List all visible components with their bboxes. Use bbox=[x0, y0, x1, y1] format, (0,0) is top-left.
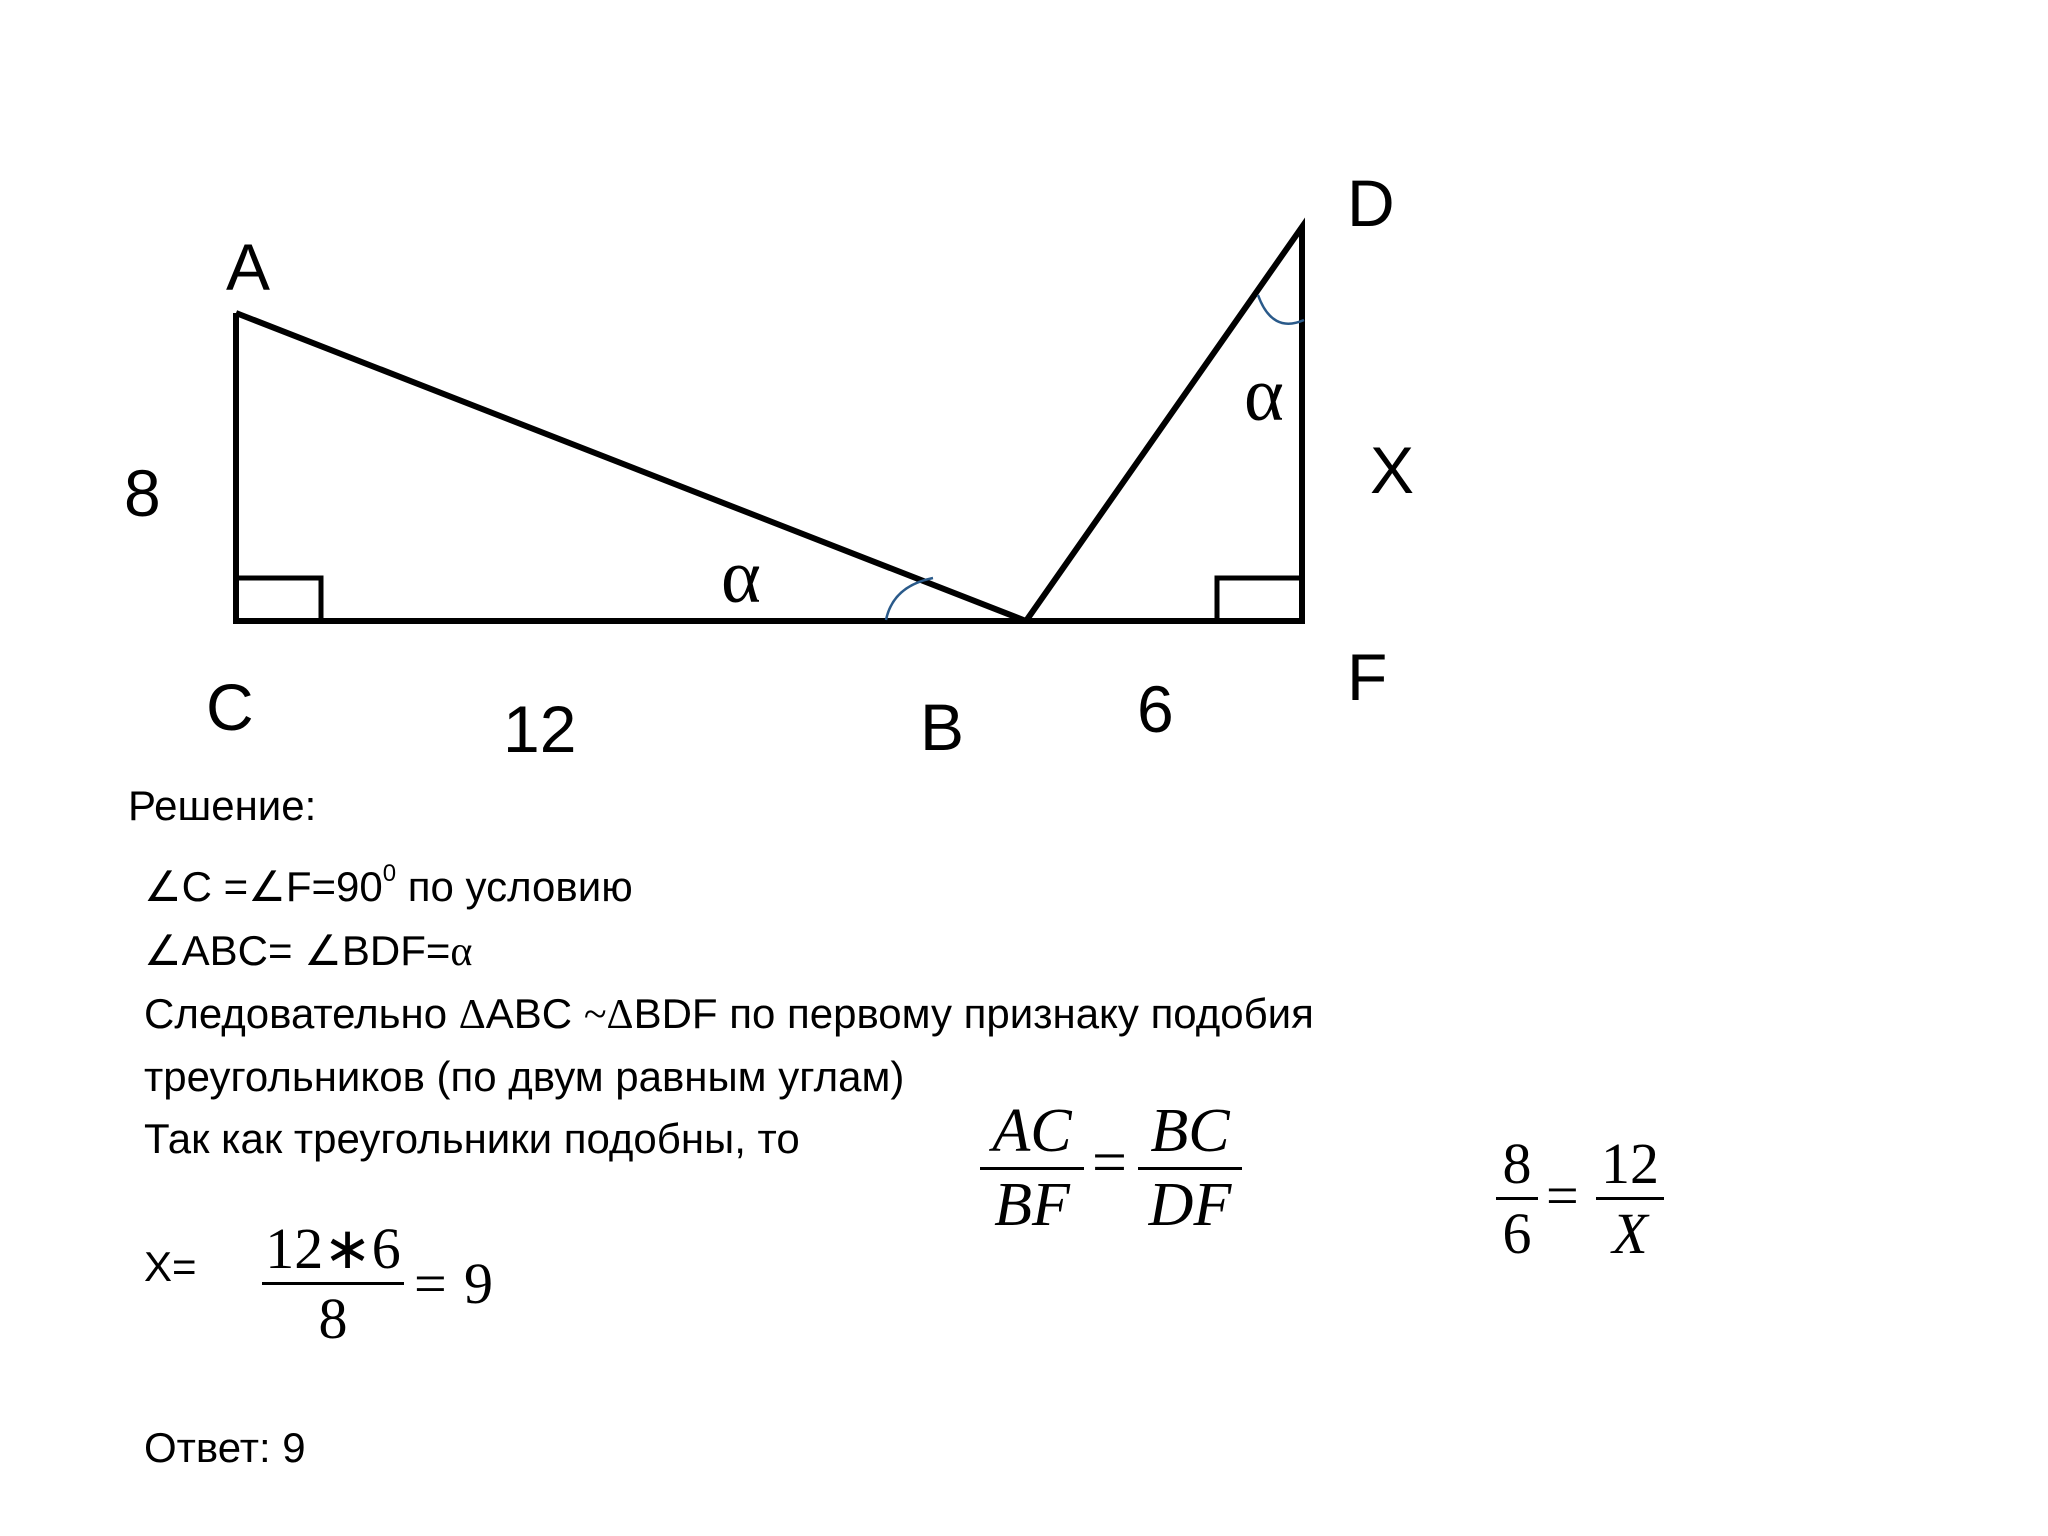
equals-sign: = bbox=[414, 1251, 447, 1316]
angle-d-alpha-label: α bbox=[1244, 353, 1284, 437]
vertex-b-label: B bbox=[920, 690, 965, 764]
fraction-ac-bf bbox=[980, 1096, 1084, 1241]
side-ac-label: 8 bbox=[124, 456, 161, 530]
denominator-8: 8 bbox=[318, 1286, 348, 1351]
denominator-df: DF bbox=[1148, 1171, 1232, 1239]
side-cb-label: 12 bbox=[503, 692, 577, 766]
line3-tri1: ABC bbox=[485, 990, 584, 1037]
side-df-label: X bbox=[1370, 433, 1415, 507]
solution-line-1 bbox=[144, 860, 633, 911]
denominator-x: X bbox=[1612, 1201, 1648, 1266]
line1-rest: по условию bbox=[396, 863, 633, 910]
numerator-12-times-6: 12∗6 bbox=[265, 1216, 401, 1281]
denominator-bf: BF bbox=[994, 1171, 1070, 1239]
equals-sign: = bbox=[1092, 1129, 1127, 1197]
degree-superscript: 0 bbox=[382, 860, 397, 887]
angle-sign: ∠ bbox=[304, 929, 342, 975]
triangle-abc bbox=[236, 313, 1026, 621]
denominator-6: 6 bbox=[1502, 1201, 1532, 1266]
fraction-8-6 bbox=[1496, 1130, 1538, 1267]
vertex-d-label: D bbox=[1347, 166, 1395, 240]
solution-line-3 bbox=[144, 990, 1314, 1038]
right-angle-mark-f bbox=[1217, 578, 1302, 621]
line3-tri2: BDF по первому признаку подобия bbox=[633, 990, 1314, 1037]
solution-heading: Решение: bbox=[128, 782, 317, 829]
x-equals-label: X= bbox=[144, 1243, 197, 1290]
solution-line-4: треугольников (по двум равным углам) bbox=[144, 1053, 905, 1100]
fraction-12-x bbox=[1596, 1130, 1664, 1267]
fraction-bc-df bbox=[1138, 1096, 1242, 1241]
answer-line: Ответ: 9 bbox=[144, 1424, 306, 1471]
solution-line-5: Так как треугольники подобны, то bbox=[144, 1115, 800, 1162]
vertex-f-label: F bbox=[1347, 640, 1388, 714]
angle-b-alpha-label: α bbox=[721, 535, 761, 619]
similar-symbol: ~ bbox=[583, 992, 607, 1038]
line2-abc: ABC= bbox=[181, 927, 305, 974]
numerator-12: 12 bbox=[1601, 1131, 1659, 1196]
angle-sign: ∠ bbox=[144, 929, 182, 975]
line1-angle-c: C = bbox=[181, 863, 249, 910]
fraction-12x6-8 bbox=[262, 1214, 404, 1352]
side-bf-label: 6 bbox=[1137, 672, 1174, 746]
equals-sign: = bbox=[1546, 1163, 1579, 1228]
vertex-a-label: A bbox=[226, 230, 271, 304]
numerator-8: 8 bbox=[1502, 1131, 1532, 1196]
line2-alpha: α bbox=[450, 929, 473, 975]
line2-bdf: BDF= bbox=[341, 927, 451, 974]
vertex-c-label: C bbox=[206, 670, 254, 744]
x-result: 9 bbox=[464, 1251, 493, 1316]
right-angle-mark-c bbox=[236, 578, 321, 621]
line1-angle-f: F=90 bbox=[285, 863, 383, 910]
numerator-bc: BC bbox=[1150, 1097, 1230, 1165]
numerator-ac: AC bbox=[992, 1097, 1072, 1165]
angle-sign: ∠ bbox=[144, 865, 182, 911]
delta-symbol: Δ bbox=[606, 992, 634, 1038]
solution-line-2 bbox=[144, 927, 473, 975]
delta-symbol: Δ bbox=[458, 992, 486, 1038]
line3-pre: Следовательно bbox=[144, 990, 459, 1037]
angle-arc-d bbox=[1258, 295, 1304, 324]
angle-sign: ∠ bbox=[248, 865, 286, 911]
